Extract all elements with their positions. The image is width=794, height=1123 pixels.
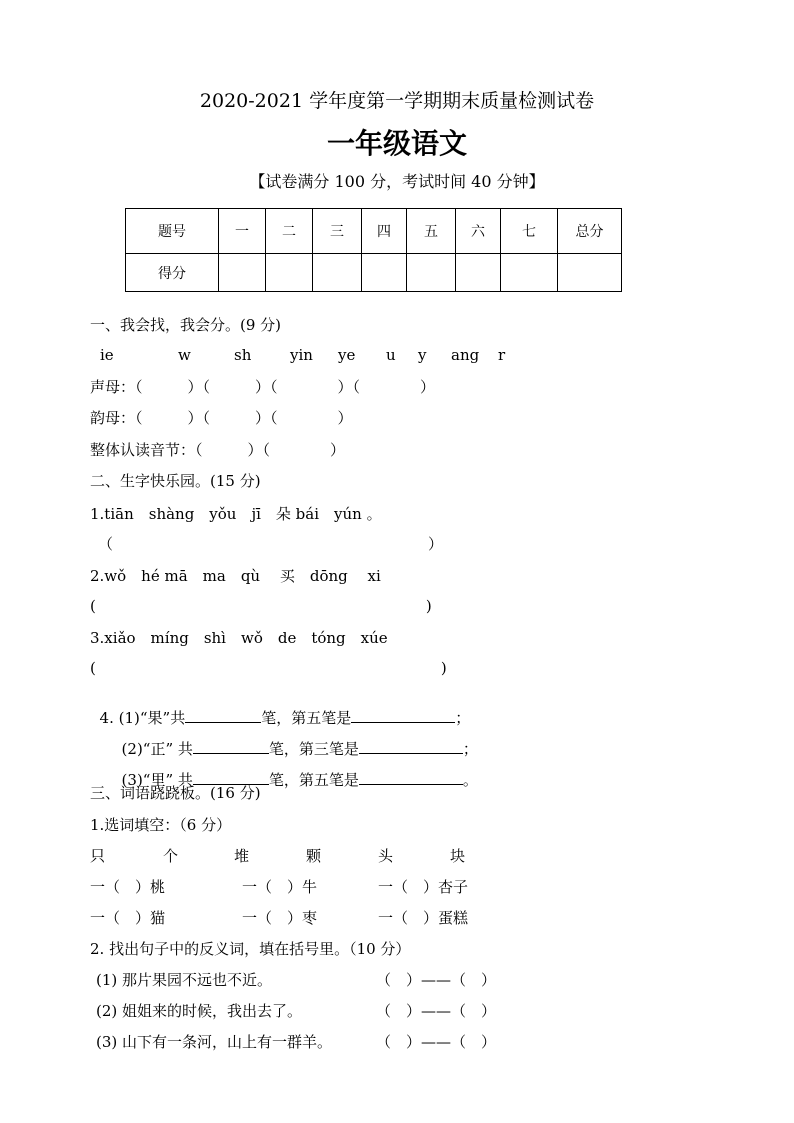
fill-item[interactable]: 一（ ）蛋糕 bbox=[378, 909, 469, 927]
header-cell: 题号 bbox=[126, 209, 219, 254]
word-option: 块 bbox=[450, 847, 466, 865]
header-cell: 一 bbox=[219, 209, 266, 254]
score-cell[interactable] bbox=[558, 254, 622, 292]
letter-item: sh bbox=[234, 346, 252, 364]
antonym-sentence: (2) 姐姐来的时候，我出去了。 bbox=[96, 1002, 303, 1020]
stroke-q3-prefix: (3)“里” 共 bbox=[121, 771, 193, 789]
header-cell: 六 bbox=[456, 209, 501, 254]
antonym-answer[interactable]: （ ）——（ ） bbox=[376, 1033, 497, 1051]
letter-item: r bbox=[498, 346, 506, 364]
letter-item: y bbox=[418, 346, 427, 364]
letter-item: ye bbox=[338, 346, 356, 364]
stroke-q3-end: 。 bbox=[462, 771, 478, 789]
letter-item: ang bbox=[451, 346, 480, 364]
sub-question-2: 2. 找出句子中的反义词，填在括号里。（10 分） bbox=[90, 940, 411, 958]
fill-item[interactable]: 一（ ）猫 bbox=[90, 909, 166, 927]
stroke-q1-end: ； bbox=[455, 709, 471, 727]
letter-item: u bbox=[386, 346, 396, 364]
zhengti-line[interactable]: 整体认读音节：（ ）（ ） bbox=[90, 441, 346, 459]
header-cell: 总分 bbox=[558, 209, 622, 254]
antonym-answer[interactable]: （ ）——（ ） bbox=[376, 971, 497, 989]
antonym-sentence: (1) 那片果园不远也不近。 bbox=[96, 971, 273, 989]
question-1-pinyin: 1.tiān shàng yǒu jī 朵 bái yún 。 bbox=[90, 505, 382, 523]
fill-item[interactable]: 一（ ）桃 bbox=[90, 878, 166, 896]
stroke-q1-mid: 笔，第五笔是 bbox=[261, 709, 352, 727]
row-label: 得分 bbox=[126, 254, 219, 292]
score-cell[interactable] bbox=[219, 254, 266, 292]
word-option: 只 bbox=[90, 847, 106, 865]
fill-item[interactable]: 一（ ）杏子 bbox=[378, 878, 469, 896]
stroke-q2-end: ； bbox=[462, 740, 478, 758]
letter-item: ie bbox=[100, 346, 114, 364]
stroke-q1-prefix: 4. (1)“果”共 bbox=[99, 709, 186, 727]
header-cell: 二 bbox=[266, 209, 313, 254]
question-2-answer[interactable]: ( ) bbox=[90, 597, 432, 615]
question-2-pinyin: 2.wǒ hé mā ma qù 买 dōng xi bbox=[90, 567, 381, 585]
score-table-score-row bbox=[126, 254, 622, 292]
word-option: 头 bbox=[378, 847, 394, 865]
blank-line[interactable] bbox=[359, 769, 463, 785]
exam-info: 【试卷满分 100 分，考试时间 40 分钟】 bbox=[249, 172, 545, 191]
score-cell[interactable] bbox=[407, 254, 456, 292]
word-option: 颗 bbox=[306, 847, 322, 865]
antonym-answer[interactable]: （ ）——（ ） bbox=[376, 1002, 497, 1020]
score-cell[interactable] bbox=[362, 254, 407, 292]
exam-title: 2020-2021 学年度第一学期期末质量检测试卷 bbox=[199, 90, 595, 112]
antonym-sentence: (3) 山下有一条河，山上有一群羊。 bbox=[96, 1033, 333, 1051]
header-cell: 五 bbox=[407, 209, 456, 254]
section-3-heading: 三、词语跷跷板。(16 分) bbox=[90, 784, 261, 802]
word-option: 个 bbox=[163, 847, 179, 865]
question-3-answer[interactable]: ( ) bbox=[90, 659, 447, 677]
section-1-heading: 一、我会找，我会分。(9 分) bbox=[90, 316, 282, 334]
score-cell[interactable] bbox=[313, 254, 362, 292]
shengmu-line[interactable]: 声母：（ ）（ ）（ ）（ ） bbox=[90, 378, 436, 396]
sub-question-1: 1.选词填空：（6 分） bbox=[90, 816, 232, 834]
yunmu-line[interactable]: 韵母：（ ）（ ）（ ） bbox=[90, 409, 353, 427]
stroke-q3-mid: 笔，第五笔是 bbox=[268, 771, 359, 789]
score-table-header-row bbox=[126, 209, 622, 254]
score-cell[interactable] bbox=[501, 254, 558, 292]
question-3-pinyin: 3.xiǎo míng shì wǒ de tóng xúe bbox=[90, 629, 388, 647]
header-cell: 七 bbox=[501, 209, 558, 254]
score-cell[interactable] bbox=[456, 254, 501, 292]
letter-item: w bbox=[178, 346, 191, 364]
subject-title: 一年级语文 bbox=[326, 127, 467, 160]
score-cell[interactable] bbox=[266, 254, 313, 292]
header-cell: 四 bbox=[362, 209, 407, 254]
stroke-q2-prefix: (2)“正” 共 bbox=[121, 740, 193, 758]
stroke-q2-mid: 笔，第三笔是 bbox=[268, 740, 359, 758]
letter-item: yin bbox=[290, 346, 313, 364]
fill-item[interactable]: 一（ ）枣 bbox=[242, 909, 318, 927]
section-2-heading: 二、生字快乐园。(15 分) bbox=[90, 472, 261, 490]
header-cell: 三 bbox=[313, 209, 362, 254]
question-1-answer[interactable]: （ ） bbox=[98, 535, 444, 553]
word-option: 堆 bbox=[234, 847, 250, 865]
fill-item[interactable]: 一（ ）牛 bbox=[242, 878, 318, 896]
score-table bbox=[125, 208, 622, 292]
